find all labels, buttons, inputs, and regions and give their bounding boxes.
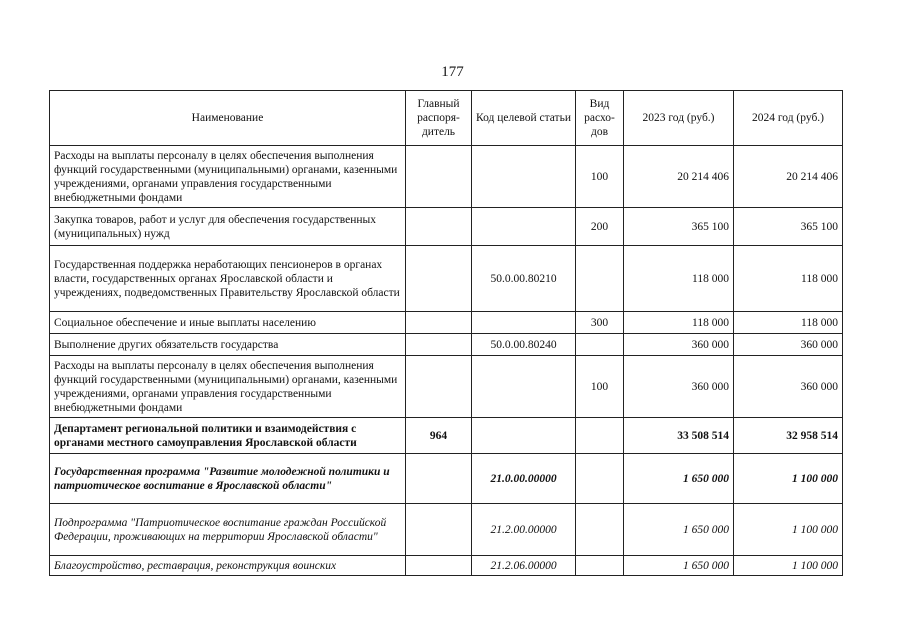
row-name: Расходы на выплаты персоналу в целях обеспечения выполнения функций государственными (муниципальными) органами, казенными учреждениями, органами управления государственными внебюджетными фондами: [50, 356, 406, 418]
row-kind: 100: [576, 356, 624, 418]
row-name: Подпрограмма "Патриотическое воспитание граждан Российской Федерации, проживающих на территории Ярославской области": [50, 504, 406, 556]
row-code: [472, 356, 576, 418]
row-code: 21.2.06.00000: [472, 556, 576, 576]
row-name: Закупка товаров, работ и услуг для обеспечения государственных (муниципальных) нужд: [50, 208, 406, 246]
row-code: [472, 146, 576, 208]
row-name: Департамент региональной политики и взаимодействия с органами местного самоуправления Ярославской области: [50, 418, 406, 454]
row-name: Государственная поддержка неработающих пенсионеров в органах власти, государственных органах Ярославской области и учреждениях, подведомственных Правительству Ярославской области: [50, 246, 406, 312]
table-row: [50, 556, 843, 576]
row-manager: [406, 504, 472, 556]
row-2024: 118 000: [734, 246, 843, 312]
header-code: Код целевой статьи: [472, 91, 576, 146]
row-manager: [406, 246, 472, 312]
header-name: Наименование: [50, 91, 406, 146]
row-kind: [576, 334, 624, 356]
table-row: [50, 146, 843, 208]
row-code: 21.0.00.00000: [472, 454, 576, 504]
row-2023: 1 650 000: [624, 556, 734, 576]
row-manager: [406, 556, 472, 576]
row-name: Благоустройство, реставрация, реконструкция воинских: [50, 556, 406, 576]
row-code: 50.0.00.80240: [472, 334, 576, 356]
row-name: Социальное обеспечение и иные выплаты населению: [50, 312, 406, 334]
row-code: 50.0.00.80210: [472, 246, 576, 312]
row-name: Государственная программа "Развитие молодежной политики и патриотическое воспитание в Ярославской области": [50, 454, 406, 504]
row-2023: 360 000: [624, 334, 734, 356]
row-name: Расходы на выплаты персоналу в целях обеспечения выполнения функций государственными (муниципальными) органами, казенными учреждениями, органами управления государственными внебюджетными фондами: [50, 146, 406, 208]
row-2024: 1 100 000: [734, 454, 843, 504]
row-kind: 300: [576, 312, 624, 334]
row-manager: [406, 208, 472, 246]
row-2023: 118 000: [624, 246, 734, 312]
row-2023: 1 650 000: [624, 504, 734, 556]
row-manager: 964: [406, 418, 472, 454]
page-number: 177: [441, 64, 464, 80]
row-2023: 118 000: [624, 312, 734, 334]
row-2023: 365 100: [624, 208, 734, 246]
row-2024: 360 000: [734, 334, 843, 356]
row-kind: [576, 504, 624, 556]
row-2024: 32 958 514: [734, 418, 843, 454]
row-kind: [576, 246, 624, 312]
table-row: [50, 418, 843, 454]
row-manager: [406, 146, 472, 208]
row-kind: 200: [576, 208, 624, 246]
row-kind: 100: [576, 146, 624, 208]
row-kind: [576, 454, 624, 504]
row-code: [472, 208, 576, 246]
table-row: [50, 454, 843, 504]
row-2024: 365 100: [734, 208, 843, 246]
row-2023: 33 508 514: [624, 418, 734, 454]
table-row: [50, 504, 843, 556]
row-2024: 118 000: [734, 312, 843, 334]
header-kind: Вид расхо-дов: [576, 91, 624, 146]
row-2024: 1 100 000: [734, 504, 843, 556]
table-row: [50, 246, 843, 312]
header-2023: 2023 год (руб.): [624, 91, 734, 146]
row-manager: [406, 334, 472, 356]
table-header-row: [50, 91, 843, 146]
row-name: Выполнение других обязательств государства: [50, 334, 406, 356]
row-2023: 1 650 000: [624, 454, 734, 504]
header-2024: 2024 год (руб.): [734, 91, 843, 146]
row-manager: [406, 454, 472, 504]
table-row: [50, 208, 843, 246]
row-code: 21.2.00.00000: [472, 504, 576, 556]
table-row: [50, 356, 843, 418]
row-code: [472, 312, 576, 334]
table-row: [50, 312, 843, 334]
row-2023: 360 000: [624, 356, 734, 418]
row-manager: [406, 356, 472, 418]
budget-table: [49, 90, 843, 576]
row-2024: 20 214 406: [734, 146, 843, 208]
table-row: [50, 334, 843, 356]
row-code: [472, 418, 576, 454]
row-manager: [406, 312, 472, 334]
header-manager: Главный распоря-дитель: [406, 91, 472, 146]
row-2023: 20 214 406: [624, 146, 734, 208]
row-kind: [576, 418, 624, 454]
row-2024: 360 000: [734, 356, 843, 418]
row-kind: [576, 556, 624, 576]
row-2024: 1 100 000: [734, 556, 843, 576]
